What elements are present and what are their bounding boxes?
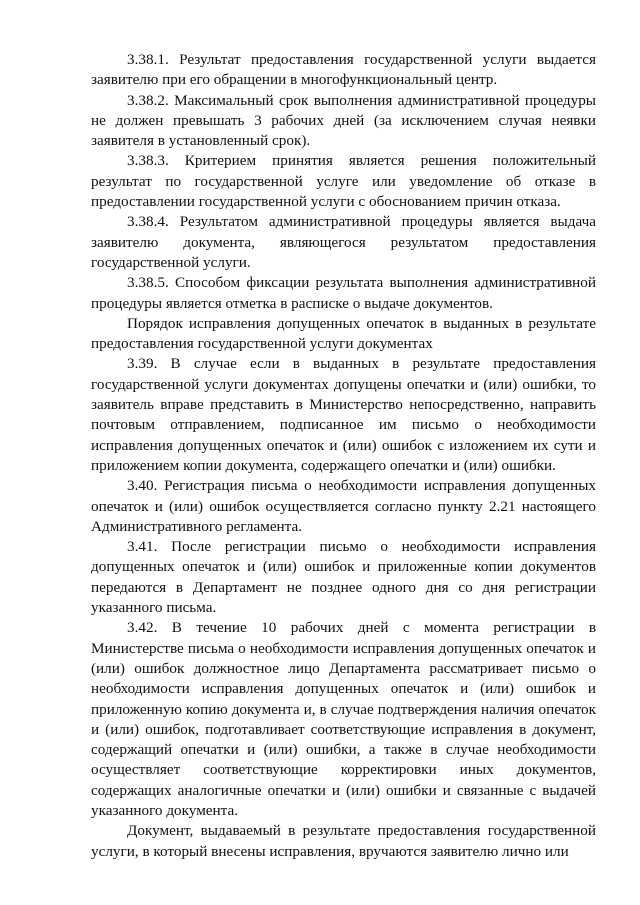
section-heading-error-correction: Порядок исправления допущенных опечаток в выданных в результате предоставления государственной услуги документах <box>91 314 596 353</box>
paragraph-3-41: 3.41. После регистрации письмо о необходимости исправления допущенных опечаток и (или) ошибок и приложенные копии документов передаются в Департамент не позднее одного дня со дня регистрации указанного письма. <box>91 538 596 617</box>
paragraph-3-38-4: 3.38.4. Результатом административной процедуры является выдача заявителю документа, являющегося результатом предоставления государственной услуги. <box>91 213 596 271</box>
paragraph-3-38-3: 3.38.3. Критерием принятия является решения положительный результат по государственной услуге или уведомление об отказе в предоставлении государственной услуги с обоснованием причин отказа. <box>91 152 596 211</box>
paragraph-3-38-1: 3.38.1. Результат предоставления государственной услуги выдается заявителю при его обращении в многофункциональный центр. <box>91 51 596 89</box>
document-page <box>91 50 596 862</box>
paragraph-3-42: 3.42. В течение 10 рабочих дней с момента регистрации в Министерстве письма о необходимости исправления допущенных опечаток и (или) ошибок должностное лицо Департамента рассматривает письмо о необходимости исправления допущенных опечаток и (или) ошибок и приложенную копию документа и, в случае подтверждения наличия опечаток и (или) ошибок, подготавливает соответствующие исправления в документ, содержащий опечатки и (или) ошибки, а также в случае необходимости осуществляет соответствующие корректировки иных документов, содержащих аналогичные опечатки и (или) ошибки и связанные с выдачей указанного документа. <box>91 619 596 819</box>
paragraph-3-38-2: 3.38.2. Максимальный срок выполнения административной процедуры не должен превышать 3 рабочих дней (за исключением случая неявки заявителя в установленный срок). <box>91 91 596 150</box>
paragraph-3-40: 3.40. Регистрация письма о необходимости исправления допущенных опечаток и (или) ошибок осуществляется согласно пункту 2.21 настоящего Административного регламента. <box>91 477 596 535</box>
paragraph-3-39: 3.39. В случае если в выданных в результате предоставления государственной услуги документах допущены опечатки и (или) ошибки, то заявитель вправе представить в Министерство непосредственно, направить почтовым отправлением, подписанное им письмо о необходимости исправления допущенных опечаток и (или) ошибок с изложением их сути и приложением копии документа, содержащего опечатки и (или) ошибки. <box>91 355 596 474</box>
paragraph-document-issuance: Документ, выдаваемый в результате предоставления государственной услуги, в который внесены исправления, вручаются заявителю лично или <box>91 822 596 860</box>
paragraph-3-38-5: 3.38.5. Способом фиксации результата выполнения административной процедуры является отметка в расписке о выдаче документов. <box>91 274 596 312</box>
